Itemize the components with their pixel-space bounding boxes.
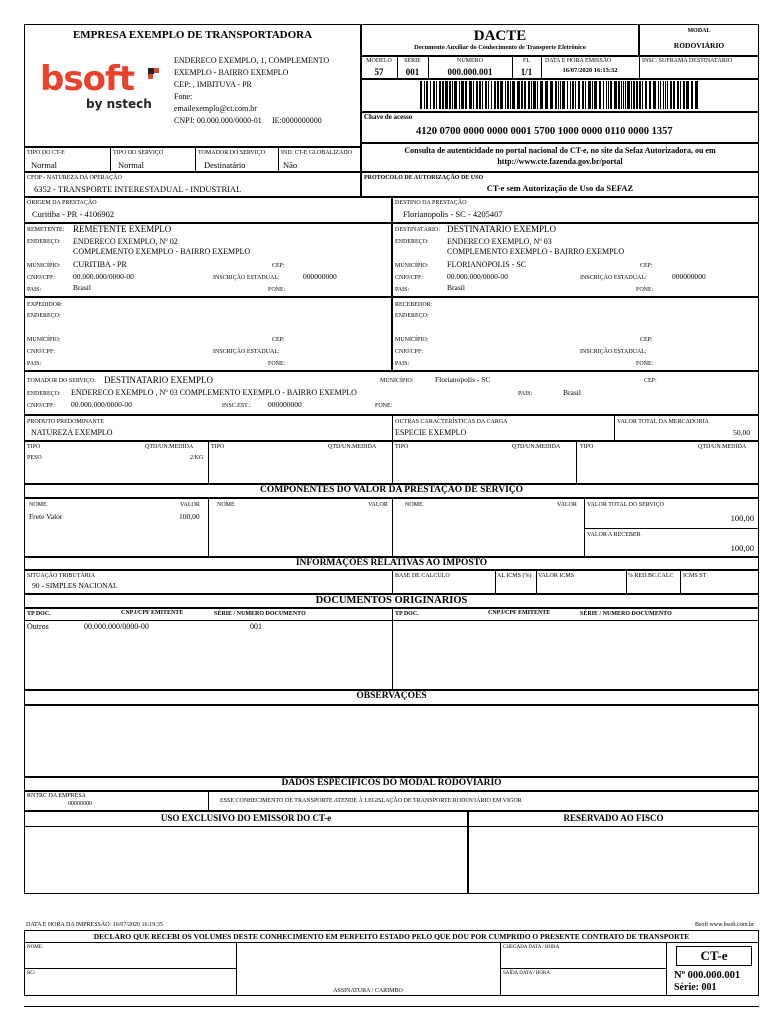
destinatario-label: DESTINATÁRIO:: [395, 227, 440, 233]
carga-tipo-label-3: TIPO: [395, 444, 409, 450]
expedidor-cep-label: CEP:: [272, 337, 285, 343]
globalizado-value: Não: [283, 160, 298, 170]
cfop-label: CFOP - NATUREZA DA OPERAÇÃO: [27, 175, 122, 181]
tomador-endereco-label: ENDEREÇO:: [27, 391, 61, 397]
origem-value: Curitiba - PR - 4106902: [32, 209, 115, 219]
valor-mercadoria-label: VALOR TOTAL DA MERCADORIA: [617, 419, 709, 425]
al-icms-label: AL ICMS (%): [497, 573, 532, 579]
outras-value: ESPECIE EXEMPLO: [395, 428, 467, 437]
tomador-value: Destinatário: [204, 160, 246, 170]
remetente-fone-label: FONE:: [268, 287, 286, 293]
componente-nome-label-1: NOME: [29, 502, 47, 508]
serie-label: SÉRIE: [404, 58, 421, 64]
componentes-title: COMPONENTES DO VALOR DA PRESTAÇÃO DE SERVIÇO: [259, 485, 524, 495]
produto-value: NATUREZA EXEMPLO: [31, 428, 113, 437]
chave-label: Chave de acesso: [364, 113, 413, 121]
fl-value: 1/1: [520, 67, 533, 77]
protocolo-value: CT-e sem Autorização de Uso da SEFAZ: [486, 183, 634, 193]
tomador-pais-label: PAIS:: [518, 391, 533, 397]
observacoes-box: [24, 705, 759, 777]
canhoto-serie: Série: 001: [674, 982, 717, 993]
emissao-label: DATA E HORA EMISSÃO: [545, 58, 612, 64]
rntrc-label: RNTRC DA EMPRESA: [27, 793, 87, 799]
recebedor-fone-label: FONE:: [636, 361, 654, 367]
produto-label: PRODUTO PREDOMINANTE: [27, 419, 105, 425]
tomador-nome: DESTINATARIO EXEMPLO: [104, 375, 214, 385]
destinatario-endereco-label: ENDEREÇO:: [395, 239, 429, 245]
doc-tp-1: Outros: [27, 622, 49, 631]
carga-qtd-label-3: QTD/UN.MEDIDA: [512, 444, 561, 450]
emissao-value: 16/07/2020 16:13:32: [562, 67, 618, 74]
carga-tipo-1: PESO: [27, 455, 42, 461]
expedidor-pais-label: PAIS:: [27, 361, 42, 367]
fl-label: FL: [522, 58, 530, 64]
recebedor-cep-label: CEP:: [640, 337, 653, 343]
modal-dados-title: DADOS ESPECIFICOS DO MODAL RODOVIÁRIO: [281, 778, 502, 788]
componente-nome-label-3: NOME: [405, 502, 423, 508]
componente-nome-label-2: NOME: [217, 502, 235, 508]
documentos-title: DOCUMENTOS ORIGINÁRIOS: [315, 595, 468, 606]
observacoes-title: OBSERVAÇÕES: [356, 691, 427, 701]
expedidor-municipio-label: MUNICÍPIO:: [27, 337, 61, 343]
expedidor-cnpj-label: CNPJ/CPF:: [27, 349, 56, 355]
destinatario-cnpj-label: CNPJ/CPF:: [395, 275, 424, 281]
emitente-cep: CEP: , IMBITUVA - PR: [174, 80, 252, 89]
remetente-label: REMETENTE:: [27, 227, 65, 233]
consulta-text-2: http://www.cte.fazenda.gov.br/portal: [497, 157, 623, 166]
tomador-ie: 000000000: [268, 400, 302, 409]
carga-tipo-label-2: TIPO: [211, 444, 225, 450]
destinatario-municipio-label: MUNICÍPIO:: [395, 263, 429, 269]
canhoto-chegada-label: CHEGADA DATA / HORA: [503, 945, 560, 950]
globalizado-label: IND. CT-E GLOBALIZADO: [281, 150, 352, 156]
carga-tipo-label-1: TIPO: [27, 444, 41, 450]
doc-tp-label-1: TP DOC.: [27, 611, 51, 617]
tomador-servico-label: TOMADOR DO SERVIÇO:: [27, 378, 96, 384]
canhoto-assinatura-label: ASSINATURA / CARIMBO: [333, 988, 403, 994]
emitente-end2: EXEMPLO - BAIRRO EXEMPLO: [174, 68, 289, 77]
doc-cnpj-label-2: CNPJ/CPF EMITENTE: [488, 610, 551, 616]
icms-st-label: ICMS ST: [683, 573, 707, 579]
expedidor-box: [24, 297, 392, 371]
destinatario-municipio: FLORIANOPOLIS - SC: [447, 260, 527, 269]
destinatario-nome: DESTINATARIO EXEMPLO: [447, 224, 557, 234]
serie-value: 001: [405, 67, 420, 77]
recebedor-label: RECEBEDOR:: [395, 302, 433, 308]
uso-emissor-box: [24, 811, 468, 894]
componente-valor-label-1: VALOR: [180, 502, 200, 508]
barcode-image: [420, 81, 700, 109]
destinatario-ie-label: INSCRIÇÃO ESTADUAL:: [580, 275, 647, 281]
canhoto-numero: Nº 000.000.001: [674, 970, 741, 981]
protocolo-label: PROTOCOLO DE AUTORIZAÇÃO DE USO: [364, 175, 484, 181]
emitente-email: emailexemplo@ct.com.br: [174, 104, 257, 113]
numero-value: 000.000.001: [447, 67, 493, 77]
destinatario-pais-label: PAIS:: [395, 287, 410, 293]
base-calculo-label: BASE DE CALCULO: [395, 573, 450, 579]
doc-serie-label-2: SÉRIE / NUMERO DOCUMENTO: [580, 611, 672, 617]
tomador-cep-label: CEP:: [644, 378, 657, 384]
canhoto-saida-label: SAÍDA DATA / HORA: [503, 971, 550, 976]
remetente-cep-label: CEP:: [272, 263, 285, 269]
chave-value: 4120 0700 0000 0000 0001 5700 1000 0000 0110 0000 1357: [416, 126, 673, 137]
emitente-fone: Fone:: [174, 92, 193, 101]
componente-nome-1: Frete Valor: [29, 512, 63, 521]
tomador-pais: Brasil: [563, 388, 581, 397]
remetente-ie-label: INSCRIÇÃO ESTADUAL:: [213, 275, 280, 281]
valor-receber: 100,00: [730, 543, 754, 553]
carga-qtd-label-2: QTD/UN.MEDIDA: [328, 444, 377, 450]
emitente-cnpj: CNPJ: 00.000.000/0000-01: [174, 116, 262, 125]
tipo-servico-value: Normal: [118, 160, 144, 170]
tomador-endereco: ENDERECO EXEMPLO , Nº 03 COMPLEMENTO EXEMPLO - BAIRRO EXEMPLO: [71, 388, 357, 397]
recebedor-box: [392, 297, 759, 371]
emitente-end1: ENDERECO EXEMPLO, 1, COMPLEMENTO: [174, 56, 330, 65]
rntrc-value: 00000000: [68, 801, 92, 807]
bsoft-site: Bsoft www.bsoft.com.br: [695, 922, 754, 928]
valor-total-servico: 100,00: [730, 513, 754, 523]
carga-qtd-1: 2/KG: [190, 455, 204, 461]
numero-label: NÚMERO: [456, 58, 483, 64]
dacte-subtitle: Documento Auxiliar do Conhecimento de Transporte Eletrônico: [414, 44, 586, 51]
declaracao-text: DECLARO QUE RECEBI OS VOLUMES DESTE CONHECIMENTO EM PERFEITO ESTADO PELO QUE DOU POR CUMPRIDO O PRESENTE CONTRATO DE TRANSPORTE: [93, 932, 690, 941]
modelo-value: 57: [374, 67, 384, 77]
emitente-ie: IE:0000000000: [272, 116, 322, 125]
valor-icms-label: VALOR ICMS: [538, 573, 575, 579]
cfop-value: 6352 - TRANSPORTE INTERESTADUAL - INDUSTRIAL: [34, 184, 242, 194]
carga-qtd-label-1: QTD/UN.MEDIDA: [145, 444, 194, 450]
valor-mercadoria-value: 50,00: [733, 428, 750, 437]
tomador-cnpj-label: CNPJ/CPF:: [27, 403, 56, 409]
tomador-ie-label: INSC.EST.:: [222, 403, 251, 409]
remetente-municipio: CURITIBA - PR: [73, 260, 127, 269]
destino-value: Florianopolis - SC - 4205407: [403, 209, 503, 219]
destinatario-cep-label: CEP:: [640, 263, 653, 269]
valor-total-servico-label: VALOR TOTAL DO SERVIÇO: [587, 502, 664, 508]
carga-qtd-label-4: QTD/UN.MEDIDA: [698, 444, 747, 450]
tomador-cnpj: 00.000.000/0000-00: [71, 400, 132, 409]
fisco-box: [468, 811, 759, 894]
remetente-pais-label: PAIS:: [27, 287, 42, 293]
remetente-cnpj-label: CNPJ/CPF:: [27, 275, 56, 281]
remetente-end2: COMPLEMENTO EXEMPLO - BAIRRO EXEMPLO: [73, 247, 251, 256]
destinatario-fone-label: FONE:: [636, 287, 654, 293]
suframa-label: INSC. SUFRAMA DESTINATÁRIO: [642, 58, 733, 64]
modal-label: MODAL: [687, 28, 711, 34]
consulta-text-1: Consulta de autenticidade no portal nacional do CT-e, no site da Sefaz Autorizadora, ou em: [404, 146, 716, 155]
doc-cnpj-label-1: CNPJ/CPF EMITENTE: [121, 610, 184, 616]
valor-receber-label: VALOR A RECEBER: [587, 532, 641, 538]
remetente-ie: 000000000: [303, 272, 337, 281]
uso-emissor-title: USO EXCLUSIVO DO EMISSOR DO CT-e: [160, 813, 332, 823]
expedidor-ie-label: INSCRIÇÃO ESTADUAL:: [213, 349, 280, 355]
canhoto-nome-label: NOME:: [27, 945, 44, 950]
data-impressao: DATA E HORA DA IMPRESSÃO: 16/07/2020 16:19:35: [26, 922, 163, 928]
doc-tp-label-2: TP DOC.: [395, 611, 419, 617]
tomador-label: TOMADOR DO SERVIÇO: [198, 150, 266, 156]
cte-badge-text: CT-e: [700, 948, 728, 963]
destinatario-end1: ENDERECO EXEMPLO, Nº 03: [447, 237, 552, 246]
emitente-nome: EMPRESA EXEMPLO DE TRANSPORTADORA: [72, 29, 313, 41]
red-bc-label: % RED.BC.CALC: [628, 573, 674, 579]
destinatario-cnpj: 00.000.000/0000-00: [447, 272, 508, 281]
remetente-end1: ENDERECO EXEMPLO, Nº 02: [73, 237, 178, 246]
fisco-title: RESERVADO AO FISCO: [563, 813, 664, 823]
recebedor-ie-label: INSCRIÇÃO ESTADUAL:: [580, 349, 647, 355]
recebedor-endereco-label: ENDEREÇO:: [395, 313, 429, 319]
destino-label: DESTINO DA PRESTAÇÃO: [395, 200, 467, 206]
remetente-cnpj: 00.000.000/0000-00: [73, 272, 134, 281]
remetente-nome: REMETENTE EXEMPLO: [73, 224, 172, 234]
componente-valor-label-3: VALOR: [557, 502, 577, 508]
recebedor-cnpj-label: CNPJ/CPF:: [395, 349, 424, 355]
recebedor-pais-label: PAIS:: [395, 361, 410, 367]
componente-valor-label-2: VALOR: [368, 502, 388, 508]
tipo-cte-label: TIPO DO CT-E: [27, 150, 65, 156]
recebedor-municipio-label: MUNICÍPIO:: [395, 337, 429, 343]
destinatario-end2: COMPLEMENTO EXEMPLO - BAIRRO EXEMPLO: [447, 247, 625, 256]
modelo-label: MODELO: [366, 58, 392, 64]
canhoto-rg-label: RG:: [27, 971, 36, 976]
bsoft-logo: bsoft by nstech: [40, 62, 165, 114]
tipo-servico-label: TIPO DO SERVIÇO: [113, 150, 164, 156]
remetente-endereco-label: ENDEREÇO:: [27, 239, 61, 245]
tomador-fone-label: FONE:: [375, 403, 393, 409]
outras-label: OUTRAS CARACTERÍSTICAS DA CARGA: [395, 419, 508, 425]
carga-tipo-label-4: TIPO: [580, 444, 594, 450]
expedidor-endereco-label: ENDEREÇO:: [27, 313, 61, 319]
remetente-pais: Brasil: [73, 283, 91, 292]
tomador-municipio-label: MUNICÍPIO:: [380, 378, 414, 384]
remetente-municipio-label: MUNICÍPIO:: [27, 263, 61, 269]
imposto-title: INFORMAÇÕES RELATIVAS AO IMPOSTO: [295, 558, 488, 568]
tomador-municipio: Florianopolis - SC: [435, 375, 491, 384]
expedidor-label: EXPEDIDOR:: [27, 302, 63, 308]
doc-serie-1: 001: [250, 622, 262, 631]
componente-valor-1: 100,00: [179, 512, 200, 521]
situacao-label: SITUAÇÃO TRIBUTÁRIA: [27, 573, 96, 579]
tipo-cte-value: Normal: [31, 160, 57, 170]
origem-label: ORIGEM DA PRESTAÇÃO: [27, 200, 97, 206]
destinatario-pais: Brasil: [447, 283, 465, 292]
dacte-title: DACTE: [473, 28, 527, 44]
doc-cnpj-1: 00.000.000/0000-00: [84, 622, 149, 631]
expedidor-fone-label: FONE:: [268, 361, 286, 367]
situacao-value: 90 - SIMPLES NACIONAL: [32, 581, 118, 590]
modal-value: RODOVIÁRIO: [673, 41, 725, 50]
destinatario-ie: 000000000: [672, 272, 706, 281]
modal-legislacao-text: ESSE CONHECIMENTO DE TRANSPORTE ATENDE À LEGISLAÇÃO DE TRANSPORTE RODOVIÁRIO EM VIGOR: [220, 798, 522, 804]
doc-serie-label-1: SÉRIE / NUMERO DOCUMENTO: [214, 611, 306, 617]
